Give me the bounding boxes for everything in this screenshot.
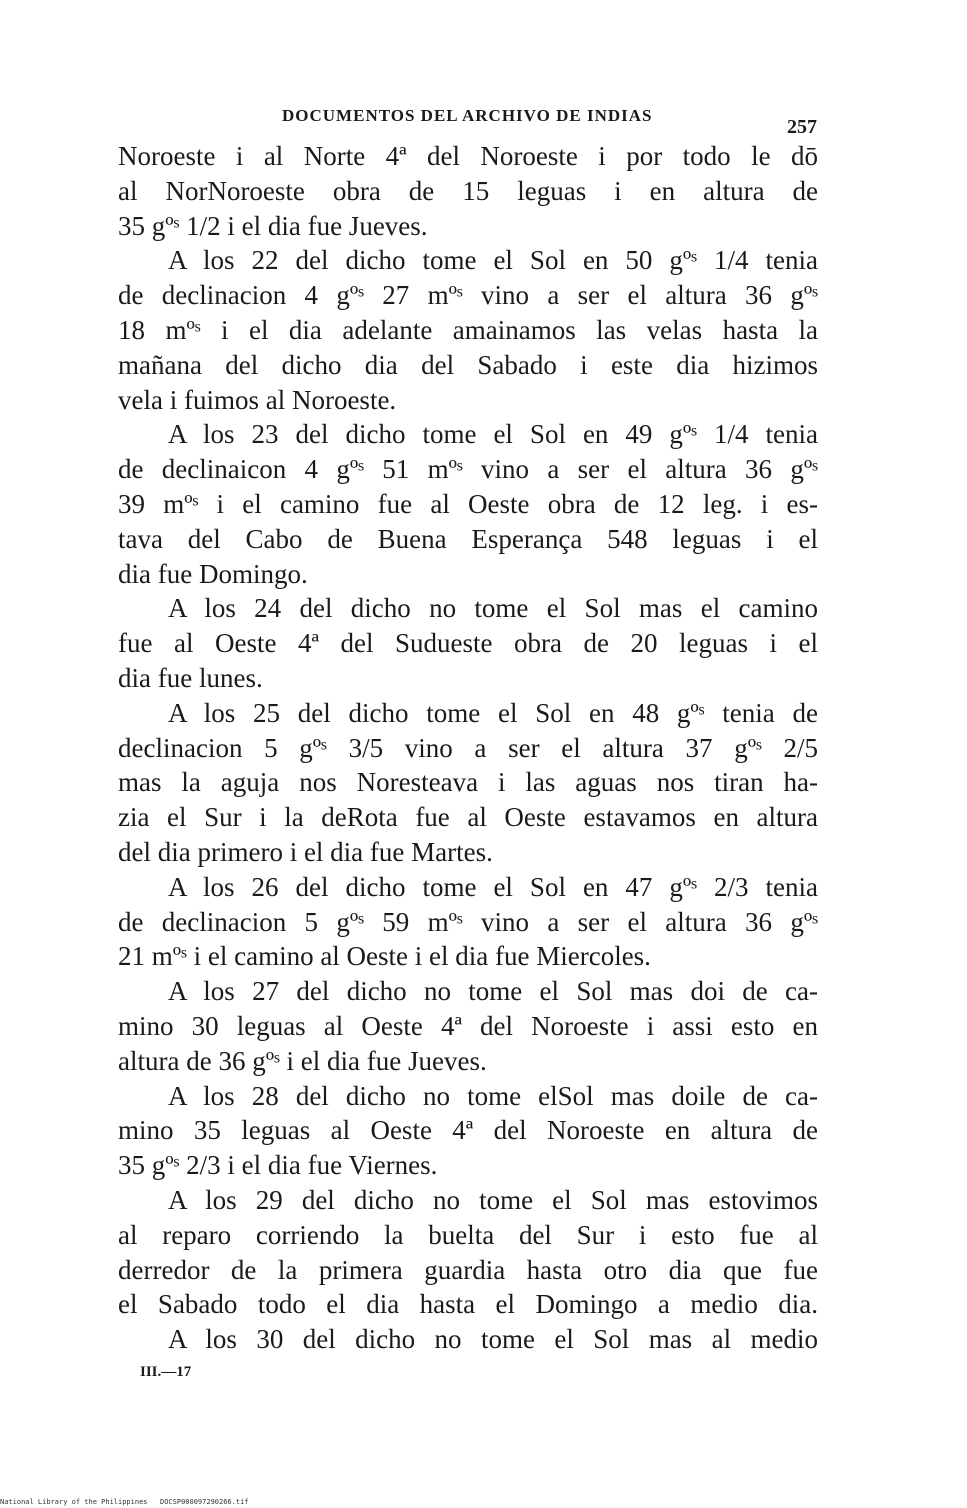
text-line: A los 23 del dicho tome el Sol en 49 gºˢ 1/4 tenia — [168, 419, 818, 450]
text-line: 18 mºˢ i el dia adelante amainamos las velas hasta la — [118, 314, 818, 345]
text-line: A los 24 del dicho no tome el Sol mas el camino — [168, 593, 818, 624]
text-line: 35 gºˢ 2/3 i el dia fue Viernes. — [118, 1150, 438, 1181]
text-line: altura de 36 gºˢ i el dia fue Jueves. — [118, 1045, 487, 1076]
text-line: vela i fuimos al Noroeste. — [118, 384, 397, 415]
text-line: A los 25 del dicho tome el Sol en 48 gºˢ tenia de — [168, 697, 818, 728]
text-line: dia fue lunes. — [118, 662, 263, 693]
text-line: al NorNoroeste obra de 15 leguas i en altura de — [118, 175, 818, 206]
text-line: Noroeste i al Norte 4ª del Noroeste i por todo le dō — [118, 141, 818, 171]
text-line: 39 mºˢ i el camino fue al Oeste obra de 12 leg. i es- — [118, 488, 818, 519]
text-line: 35 gºˢ 1/2 i el dia fue Jueves. — [118, 210, 428, 241]
signature-mark: III.—17 — [140, 1364, 192, 1380]
text-line: zia el Sur i la deRota fue al Oeste estavamos en altura — [118, 802, 818, 833]
text-line: el Sabado todo el dia hasta el Domingo a medio dia. — [118, 1289, 818, 1320]
text-line: A los 28 del dicho no tome elSol mas doile de ca- — [168, 1080, 818, 1111]
footer-library-note: National Library of the Philippines — [0, 1498, 148, 1506]
text-line: al reparo corriendo la buelta del Sur i esto fue al — [118, 1219, 818, 1250]
text-line: A los 27 del dicho no tome el Sol mas doi de ca- — [168, 976, 818, 1007]
text-line: fue al Oeste 4ª del Sudueste obra de 20 leguas i el — [118, 628, 818, 659]
text-line: mañana del dicho dia del Sabado i este dia hizimos — [118, 349, 818, 380]
text-line: declinacion 5 gºˢ 3/5 vino a ser el altura 37 gºˢ 2/5 — [118, 732, 818, 763]
running-head: DOCUMENTOS DEL ARCHIVO DE INDIAS — [282, 106, 653, 125]
text-line: de declinacion 5 gºˢ 59 mºˢ vino a ser el altura 36 gºˢ — [118, 906, 818, 937]
body-text — [118, 139, 818, 1357]
text-line: A los 26 del dicho tome el Sol en 47 gºˢ 2/3 tenia — [168, 871, 818, 902]
text-line: de declinaicon 4 gºˢ 51 mºˢ vino a ser el altura 36 gºˢ — [118, 454, 818, 485]
text-line: derredor de la primera guardia hasta otro dia que fue — [118, 1254, 818, 1285]
text-line: A los 29 del dicho no tome el Sol mas estovimos — [168, 1184, 818, 1215]
text-line: tava del Cabo de Buena Esperança 548 leguas i el — [118, 523, 818, 554]
text-line: dia fue Domingo. — [118, 558, 308, 589]
text-line: de declinacion 4 gºˢ 27 mºˢ vino a ser el altura 36 gºˢ — [118, 280, 818, 311]
page-number: 257 — [787, 116, 817, 138]
text-line: mino 35 leguas al Oeste 4ª del Noroeste en altura de — [118, 1115, 818, 1146]
text-line: A los 22 del dicho tome el Sol en 50 gºˢ 1/4 tenia — [168, 245, 818, 276]
text-line: del dia primero i el dia fue Martes. — [118, 836, 493, 867]
text-line: 21 mºˢ i el camino al Oeste i el dia fue Miercoles. — [118, 941, 651, 972]
text-line: A los 30 del dicho no tome el Sol mas al medio — [168, 1324, 818, 1355]
text-line: mas la aguja nos Noresteava i las aguas nos tiran ha- — [118, 767, 818, 798]
footer-file-name: DOCSP000097290266.tif — [160, 1498, 249, 1506]
text-line: mino 30 leguas al Oeste 4ª del Noroeste i assi esto en — [118, 1010, 818, 1041]
